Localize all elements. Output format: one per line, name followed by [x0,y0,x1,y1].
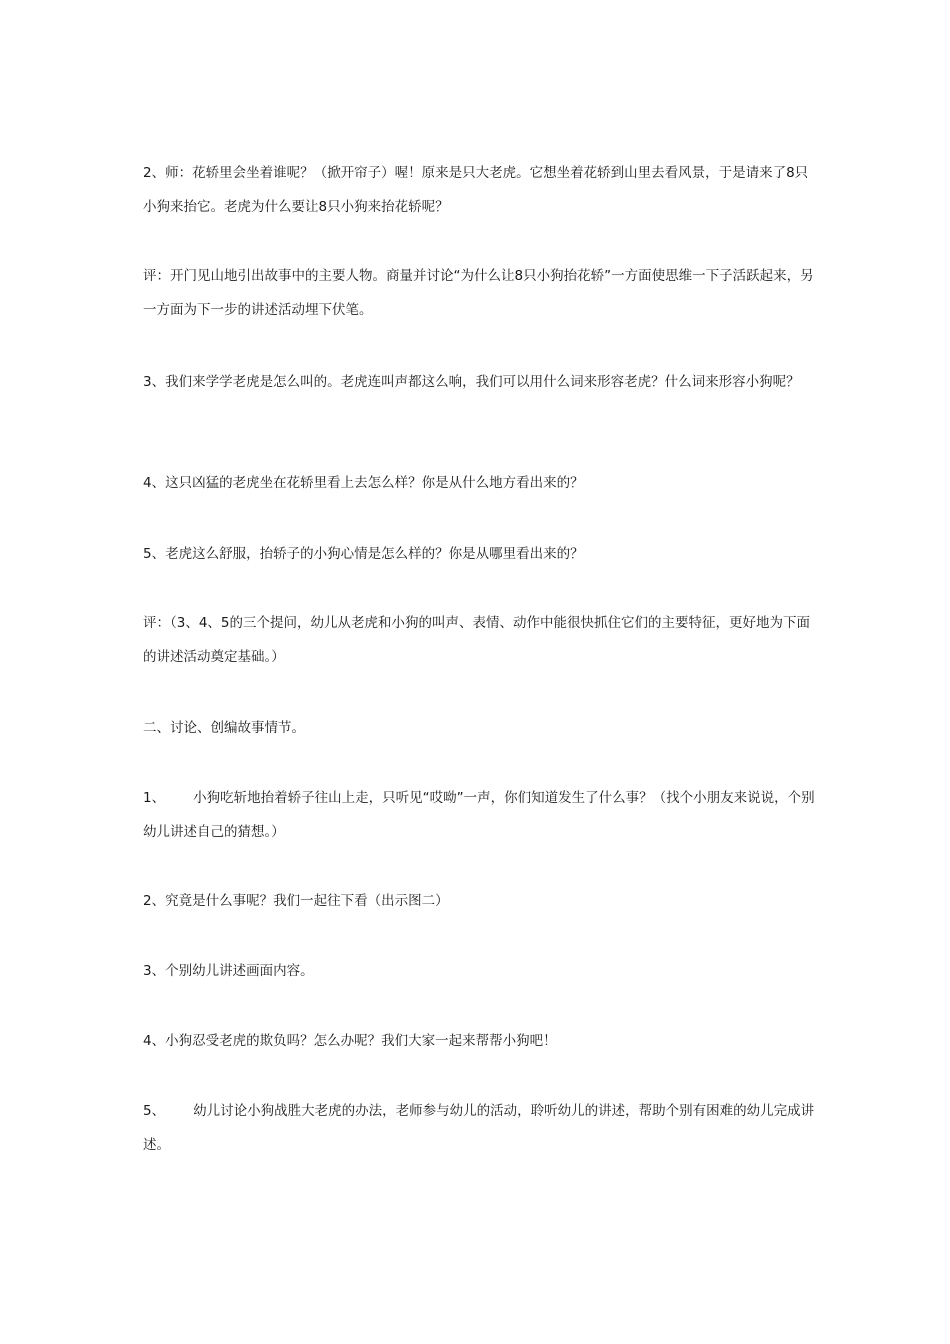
paragraph-question-5: 5、老虎这么舒服，抬轿子的小狗心情是怎么样的？你是从哪里看出来的？ [143,546,584,562]
paragraph-discussion-2: 2、究竟是什么事呢？我们一起往下看（出示图二） [143,893,449,909]
paragraph-comment-1: 评：开门见山地引出故事中的主要人物。商量并讨论“为什么让8只小狗抬花轿”一方面使思维一下子活跃起来，另一方面为下一步的讲述活动埋下伏笔。 [143,268,814,318]
section-heading-discussion: 二、讨论、创编故事情节。 [143,720,305,736]
paragraph-question-4: 4、这只凶猛的老虎坐在花轿里看上去怎么样？你是从什么地方看出来的？ [143,475,584,491]
paragraph-text: 幼儿讨论小狗战胜大老虎的办法，老师参与幼儿的活动，聆听幼儿的讲述，帮助个别有困难的幼儿完成讲述。 [143,1103,815,1153]
paragraph-discussion-5 [143,1094,815,1162]
paragraph-question-3: 3、我们来学学老虎是怎么叫的。老虎连叫声都这么响，我们可以用什么词来形容老虎？什么词来形容小狗呢？ [143,374,800,390]
paragraph-comment-2: 评：（3、4、5的三个提问，幼儿从老虎和小狗的叫声、表情、动作中能很快抓住它们的主要特征，更好地为下面的讲述活动奠定基础。） [143,615,811,665]
paragraph-question-2: 2、师：花轿里会坐着谁呢？（掀开帘子）喔！原来是只大老虎。它想坐着花轿到山里去看风景，于是请来了8只小狗来抬它。老虎为什么要让8只小狗来抬花轿呢？ [143,165,809,215]
paragraph-discussion-3: 3、个别幼儿讲述画面内容。 [143,963,314,979]
paragraph-discussion-1 [143,781,815,849]
paragraph-text: 小狗吃斩地抬着轿子往山上走，只听见“哎呦”一声，你们知道发生了什么事？（找个小朋友来说说，个别幼儿讲述自己的猜想。） [143,790,815,840]
list-number: 1、 [143,790,166,806]
paragraph-discussion-4: 4、小狗忍受老虎的欺负吗？怎么办呢？我们大家一起来帮帮小狗吧！ [143,1033,557,1049]
list-number: 5、 [143,1103,166,1119]
